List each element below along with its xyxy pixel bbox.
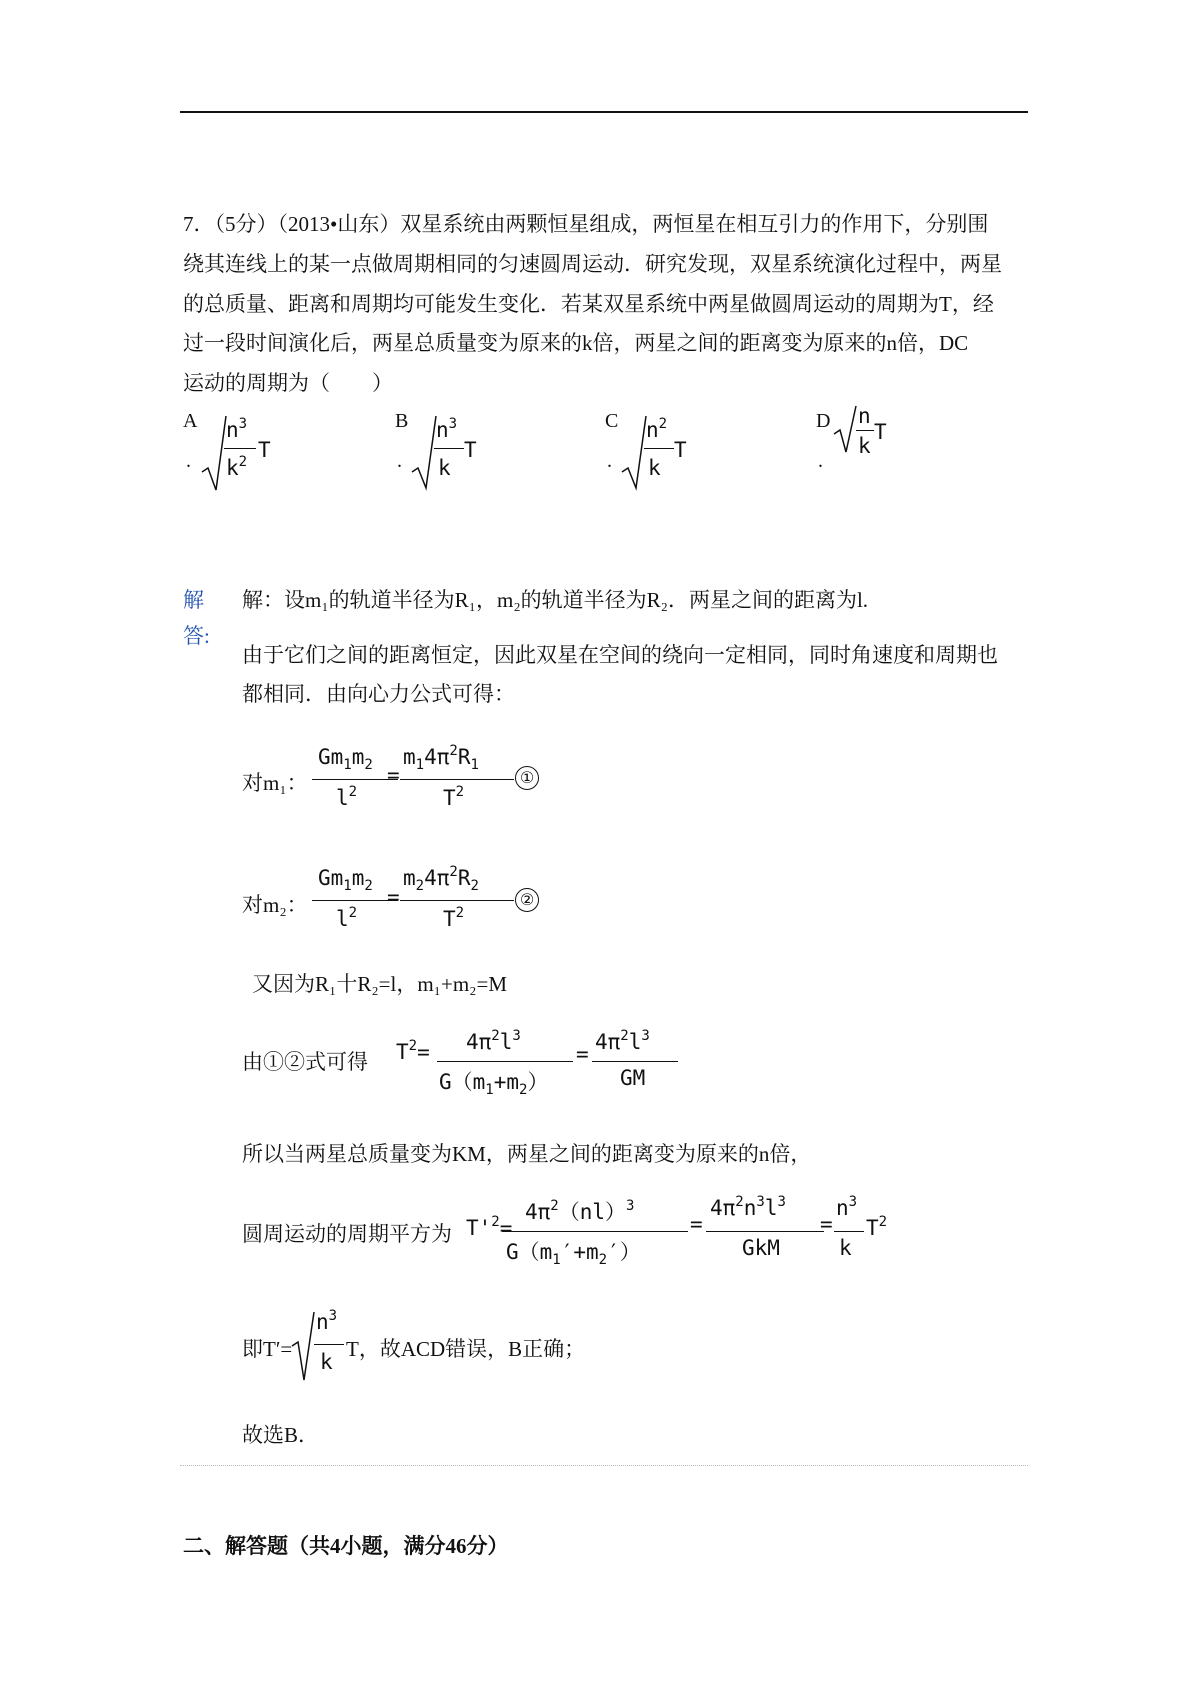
question-line-1: 7．（5分）（2013•山东）双星系统由两颗恒星组成，两恒星在相互引力的作用下，分别围 [183, 212, 989, 236]
solution-sum-line: 又因为R₁十R₂=l，m₁+m₂=M [252, 972, 508, 996]
equation-3-mid-den: $G(m_1+m_2)$ [439, 1070, 549, 1098]
equation-4-mid-bar [502, 1231, 688, 1232]
equation-4-third-den: k [839, 1236, 852, 1260]
equation-4-prefix: 圆周运动的周期平方为 [242, 1222, 452, 1246]
equation-2-prefix: 对m₂： [242, 893, 308, 917]
option-b-den: k [438, 456, 451, 480]
section-title: 二、解答题（共4小题，满分46分） [183, 1534, 509, 1558]
equation-4-lhs: $T'^2=$ [466, 1214, 513, 1240]
option-b-letter: B [395, 410, 409, 432]
equation-1-right-num: $m_14\pi^2R_1$ [403, 743, 479, 773]
equation-4-third-bar [834, 1231, 864, 1232]
option-a-tail: T [258, 438, 271, 462]
question-line-4: 过一段时间演化后，两星总质量变为原来的k倍，两星之间的距离变为原来的n倍，DC [183, 331, 969, 355]
equation-1-left-num: $Gm_1m_2$ [318, 745, 373, 773]
option-a-dot: . [186, 450, 191, 472]
equation-1-right-bar [400, 779, 514, 780]
equation-2-equals: = [387, 885, 400, 909]
question-line-5: 运动的周期为（ ） [183, 371, 393, 395]
option-b-num-exp: 3 [448, 416, 458, 432]
option-a-num: n [226, 418, 239, 442]
equation-4-mid-den: $G(m_1'+m_2')$ [506, 1240, 641, 1268]
equation-4-third-num: $n^3$ [836, 1194, 858, 1220]
option-b-num: n [436, 418, 449, 442]
option-c-num-exp: 2 [658, 416, 668, 432]
equation-1-left-bar [312, 779, 398, 780]
equation-4-mid-num: $4\pi^2(nl)^3$ [525, 1198, 635, 1224]
solution-line-1: 解：设m₁的轨道半径为R₁，m₂的轨道半径为R₂．两星之间的距离为l. [242, 588, 869, 612]
equation-2-right-den: $T^2$ [443, 905, 465, 931]
option-a-fraction-bar [224, 448, 256, 449]
equation-1-circle: ① [515, 766, 539, 790]
solution-line-2: 由于它们之间的距离恒定，因此双星在空间的绕向一定相同，同时角速度和周期也 [242, 643, 998, 667]
equation-3-lhs: $T^2=$ [396, 1038, 430, 1064]
equation-3-right-bar [592, 1061, 678, 1062]
equation-4-second-bar [706, 1231, 824, 1232]
equation-5-num: $n^3$ [316, 1308, 338, 1334]
option-c-letter: C [605, 410, 619, 432]
equation-5-bar [314, 1344, 344, 1345]
equation-1-left-den: $l^2$ [336, 784, 358, 810]
header-rule [180, 111, 1028, 113]
solution-label-1: 解 [183, 588, 204, 612]
question-line-2: 绕其连线上的某一点做周期相同的匀速圆周运动．研究发现，双星系统演化过程中，两星 [183, 252, 1002, 276]
equation-2-left-den: $l^2$ [336, 905, 358, 931]
option-b-fraction-bar [434, 448, 464, 449]
option-c-fraction-bar [644, 448, 674, 449]
solution-final: 故选B． [242, 1423, 320, 1447]
equation-4-second-den: GkM [742, 1236, 780, 1260]
option-d-num: n [858, 404, 871, 428]
option-a-den-exp: 2 [238, 454, 248, 470]
solution-label-2: 答: [183, 624, 210, 648]
equation-4-equals-2: = [820, 1212, 833, 1236]
equation-4-tail: $T^2$ [866, 1214, 888, 1240]
option-b-tail: T [464, 438, 477, 462]
option-d-fraction-bar [856, 430, 874, 431]
question-line-3: 的总质量、距离和周期均可能发生变化．若某双星系统中两星做圆周运动的周期为T，经 [183, 292, 994, 316]
equation-3-mid-num: $4\pi^2l^3$ [466, 1028, 521, 1054]
option-d-tail: T [874, 420, 887, 444]
equation-3-prefix: 由①②式可得 [242, 1050, 368, 1074]
equation-5-den: k [320, 1350, 333, 1374]
equation-5-suffix: T，故ACD错误，B正确； [346, 1337, 586, 1361]
option-a-num-exp: 3 [238, 416, 248, 432]
solution-km-line: 所以当两星总质量变为KM，两星之间的距离变为原来的n倍， [242, 1142, 812, 1166]
equation-1-equals: = [387, 763, 400, 787]
equation-3-mid-bar [437, 1061, 573, 1062]
equation-3-right-num: $4\pi^2l^3$ [595, 1028, 650, 1054]
equation-5-prefix: 即T′= [242, 1337, 293, 1361]
option-c-den: k [648, 456, 661, 480]
equation-1-right-den: $T^2$ [443, 784, 465, 810]
equation-4-equals-1: = [690, 1212, 703, 1236]
option-d-den: k [858, 434, 871, 458]
option-c-num: n [646, 418, 659, 442]
equation-3-right-den: GM [620, 1066, 646, 1090]
equation-3-equals: = [576, 1042, 589, 1066]
equation-2-left-bar [312, 900, 398, 901]
option-b-dot: . [397, 450, 402, 472]
dotted-divider [180, 1465, 1028, 1466]
option-c-dot: . [607, 450, 612, 472]
equation-2-circle: ② [515, 888, 539, 912]
equation-2-left-num: $Gm_1m_2$ [318, 866, 373, 894]
option-d-dot: . [818, 450, 823, 472]
solution-line-3: 都相同．由向心力公式可得： [242, 682, 515, 706]
equation-4-second-num: $4\pi^2n^3l^3$ [710, 1194, 786, 1220]
equation-2-right-bar [400, 900, 514, 901]
option-c-tail: T [674, 438, 687, 462]
option-a-letter: A [183, 410, 198, 432]
option-d-letter: D [816, 410, 831, 432]
equation-2-right-num: $m_24\pi^2R_2$ [403, 864, 479, 894]
option-a-den: k [226, 456, 239, 480]
equation-1-prefix: 对m₁： [242, 771, 308, 795]
